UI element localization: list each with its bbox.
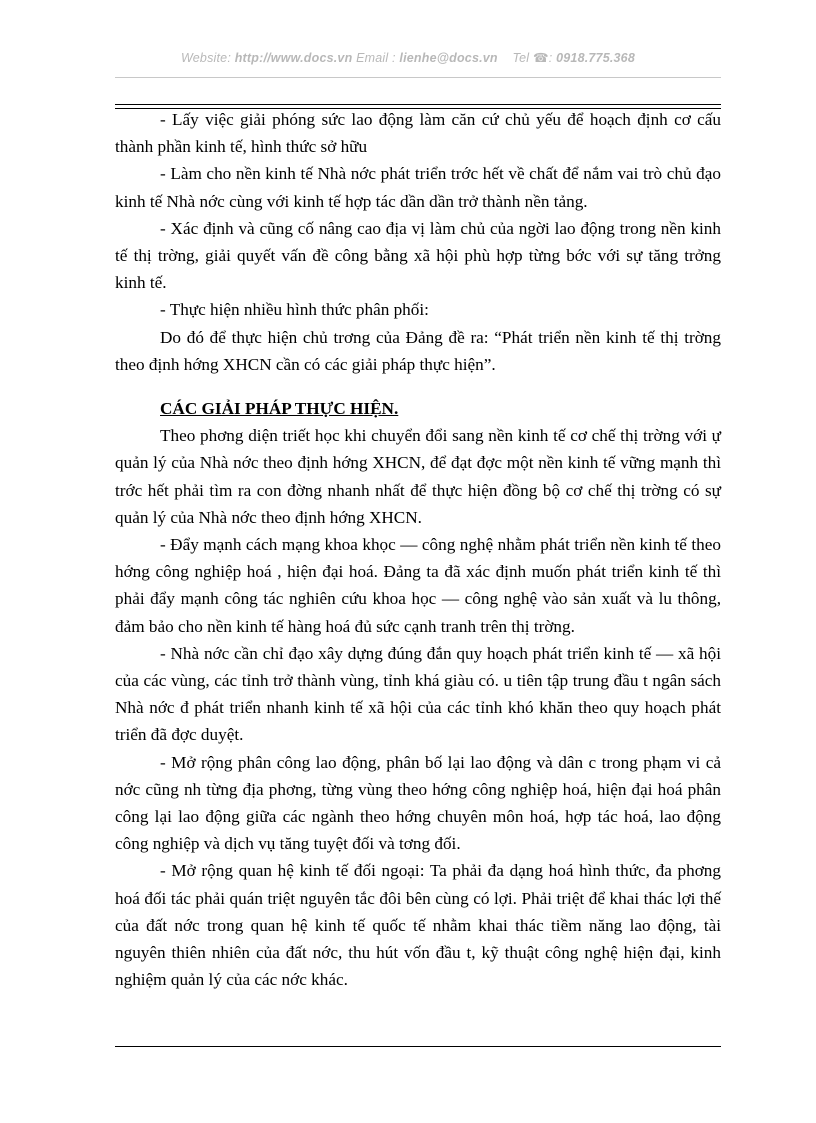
footer-rule [115,1046,721,1047]
paragraph: - Nhà nớc cần chỉ đạo xây dựng đúng đắn quy hoạch phát triển kinh tế — xã hội của các vùng, các tỉnh trở thành vùng, tỉnh khá giàu có. u tiên tập trung đầu t ngân sách Nhà nớc đ phát triển nhanh kinh tế xã hội của các tỉnh khó khăn theo quy hoạch phát triển đã đợc duyệt. [115,643,721,745]
page-header [0,50,816,65]
website-label: Website: [181,51,232,65]
email-label: Email : [356,51,396,65]
paragraph: - Thực hiện nhiều hình thức phân phối: [160,300,429,320]
phone-icon: ☎: [532,51,553,65]
paragraph: - Mở rộng quan hệ kinh tế đối ngoại: Ta phải đa dạng hoá hình thức, đa phơng hoá đối tác phải quán triệt nguyên tắc đôi bên cùng có lợi. Phải triệt để khai thác lợi thế của đất nớc trong quan hệ kinh tế quốc tế nhằm khai thác tiềm năng lao động, tài nguyên thiên nhiên của đất nớc, thu hút vốn đầu t, kỹ thuật công nghệ hiện đại, kinh nghiệm quản lý của các nớc khác. [115,861,721,990]
website-url[interactable]: http://www.docs.vn [234,51,353,65]
paragraph: - Lấy việc giải phóng sức lao động làm căn cứ chủ yếu để hoạch định cơ cấu thành phần kinh tế, hình thức sở hữu [115,110,721,157]
phone-number: 0918.775.368 [556,51,635,65]
document-body [115,106,721,994]
tel-label: Tel [512,51,530,65]
paragraph: Theo phơng diện triết học khi chuyển đổi sang nền kinh tế cơ chế thị trờng với ự quản lý của Nhà nớc theo định hớng XHCN, để đạt đợc một nền kinh tế vững mạnh thì trớc hết phải tìm ra con đờng nhanh nhất để thực hiện đồng bộ cơ chế thị trờng có sự quản lý của Nhà nớc theo định hớng XHCN. [115,426,721,527]
section-title: CÁC GIẢI PHÁP THỰC HIỆN. [160,399,399,419]
paragraph: - Làm cho nền kinh tế Nhà nớc phát triển trớc hết về chất để nắm vai trò chủ đạo kinh tế Nhà nớc cùng với kinh tế hợp tác dần dần trở thành nền tảng. [115,164,721,211]
paragraph: Do đó để thực hiện chủ trơng của Đảng đề ra: “Phát triển nền kinh tế thị trờng theo định hớng XHCN cần có các giải pháp thực hiện”. [115,327,721,374]
header-rule [115,77,721,78]
paragraph: - Đẩy mạnh cách mạng khoa khọc — công nghệ nhằm phát triển nền kinh tế theo hớng công nghiệp hoá , hiện đại hoá. Đảng ta đã xác định muốn phát triển kinh tế thì phải đẩy mạnh công tác nghiên cứu khoa học — công nghệ vào sản xuất và lu thông, đảm bảo cho nền kinh tế hàng hoá đủ sức cạnh tranh trên thị trờng. [115,535,721,636]
paragraph: - Mở rộng phân công lao động, phân bố lại lao động và dân c trong phạm vi cả nớc cũng nh từng địa phơng, từng vùng theo hớng công nghiệp hoá, hiện đại hoá phân công lại lao động giữa các ngành theo hớng chuyên môn hoá, hợp tác hoá, lao động công nghiệp và dịch vụ tăng tuyệt đối và tơng đối. [115,752,721,854]
paragraph: - Xác định và cũng cố nâng cao địa vị làm chủ của ngời lao động trong nền kinh tế thị trờng, giải quyết vấn đề công bằng xã hội phù hợp từng bớc với sự tăng trởng kinh tế. [115,218,721,293]
email-address[interactable]: lienhe@docs.vn [399,51,498,65]
